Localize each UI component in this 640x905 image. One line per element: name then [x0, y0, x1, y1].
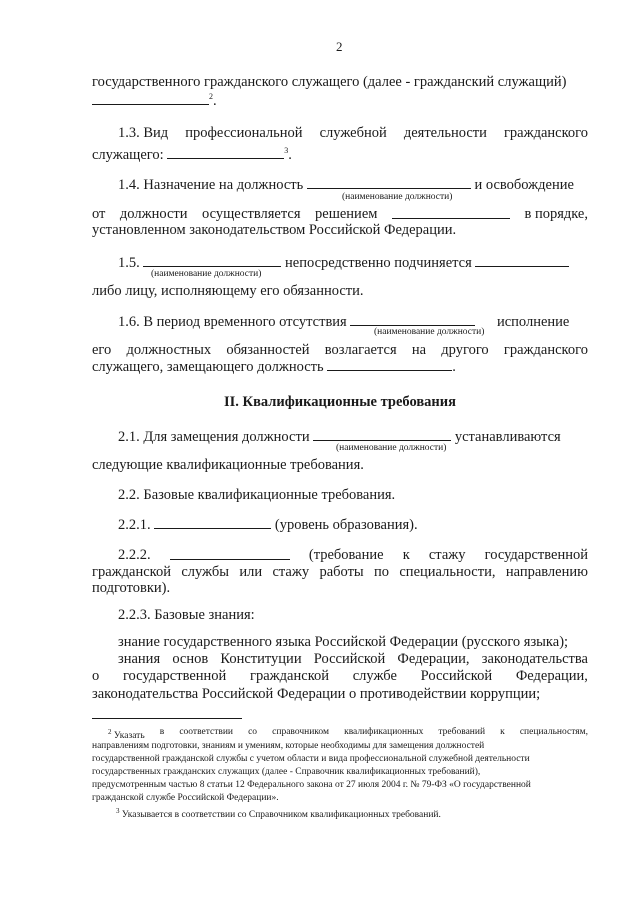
- paragraph-1-5-line1: 1.5. непосредственно подчиняется: [118, 253, 569, 272]
- paragraph-1-4-line2: от должности осуществляется решением в порядке,: [92, 206, 588, 222]
- paragraph-2-2-2-line3: подготовки).: [92, 580, 171, 596]
- footnote-2-line3: государственной гражданской службы с учетом области и вида профессиональной служебной деятельности: [92, 754, 530, 764]
- position-name-blank: [143, 253, 281, 267]
- footnote-2-line5: предусмотренным частью 8 статьи 12 Федерального закона от 27 июля 2004 г. № 79-ФЗ «О государственной: [92, 780, 531, 790]
- paragraph-1-3-line1: 1.3. Вид профессиональной служебной деятельности гражданского: [118, 125, 588, 141]
- paragraph-2-2-3: 2.2.3. Базовые знания:: [118, 607, 255, 623]
- paragraph-2-2-2-line2: гражданской службы или стажу работы по специальности, направлению: [92, 564, 588, 580]
- intro-line: государственного гражданского служащего (далее - гражданский служащий): [92, 74, 567, 90]
- footnote-2-line4: государственных гражданских служащих (далее - Справочник квалификационных требований),: [92, 767, 481, 777]
- blank-field: [392, 205, 510, 219]
- position-name-blank: [313, 427, 451, 441]
- knowledge-line4: законодательства Российской Федерации о противодействии коррупции;: [92, 686, 541, 702]
- footnote-2-line6: гражданской службе Российской Федерации».: [92, 793, 279, 803]
- knowledge-line1: знание государственного языка Российской Федерации (русского языка);: [118, 634, 569, 650]
- position-name-caption: (наименование должности): [374, 327, 485, 337]
- position-name-caption: (наименование должности): [342, 192, 453, 202]
- position-name-caption: (наименование должности): [151, 269, 262, 279]
- paragraph-1-5-line2: либо лицу, исполняющему его обязанности.: [92, 283, 364, 299]
- position-name-caption: (наименование должности): [336, 443, 447, 453]
- paragraph-1-4-line3: установленном законодательством Российской Федерации.: [92, 222, 457, 238]
- position-name-blank: [350, 312, 475, 326]
- footnote-2-line2: направлениям подготовки, знаниям и умениям, которые необходимы для замещения должностей: [92, 741, 485, 751]
- section-heading: II. Квалификационные требования: [224, 394, 456, 410]
- paragraph-2-1-line1: 2.1. Для замещения должности устанавливаются: [118, 429, 561, 445]
- knowledge-line3: о государственной гражданской службе Российской Федерации,: [92, 668, 588, 684]
- knowledge-line2: знания основ Конституции Российской Федерации, законодательства: [118, 651, 588, 667]
- intro-blank-line: $^2$.: [92, 88, 217, 110]
- footnote-3: $^3$ Указывается в соответствии со Справочником квалификационных требований.: [116, 807, 441, 820]
- paragraph-1-4-line1: 1.4. Назначение на должность и освобождение: [118, 177, 574, 193]
- position-name-blank: [307, 175, 471, 189]
- page-number: 2: [336, 39, 343, 54]
- blank-field: [167, 145, 284, 159]
- blank-field: [154, 515, 271, 529]
- paragraph-1-6-line3: служащего, замещающего должность .: [92, 359, 456, 375]
- blank-field: [170, 546, 290, 560]
- paragraph-2-2: 2.2. Базовые квалификационные требования.: [118, 487, 396, 503]
- blank-field: [327, 357, 452, 371]
- footnote-ref-2: 2: [209, 92, 213, 101]
- footnote-2-line1: $^2$ Указать в соответствии со справочником квалификационных требований к специальностям,: [108, 727, 588, 741]
- paragraph-2-2-1: 2.2.1. (уровень образования).: [118, 517, 418, 533]
- blank-field: [475, 253, 569, 267]
- paragraph-1-6-line2: его должностных обязанностей возлагается на другого гражданского: [92, 342, 588, 358]
- paragraph-1-3-line2: служащего: $^3$.: [92, 146, 292, 163]
- paragraph-2-1-line2: следующие квалификационные требования.: [92, 457, 364, 473]
- paragraph-2-2-2-line1: 2.2.2. (требование к стажу государственной: [118, 547, 588, 563]
- blank-field: [92, 91, 209, 105]
- paragraph-1-6-line1: 1.6. В период временного отсутствия исполнение: [118, 314, 570, 330]
- footnote-ref-3: 3: [284, 146, 289, 155]
- footnote-separator: [92, 718, 242, 719]
